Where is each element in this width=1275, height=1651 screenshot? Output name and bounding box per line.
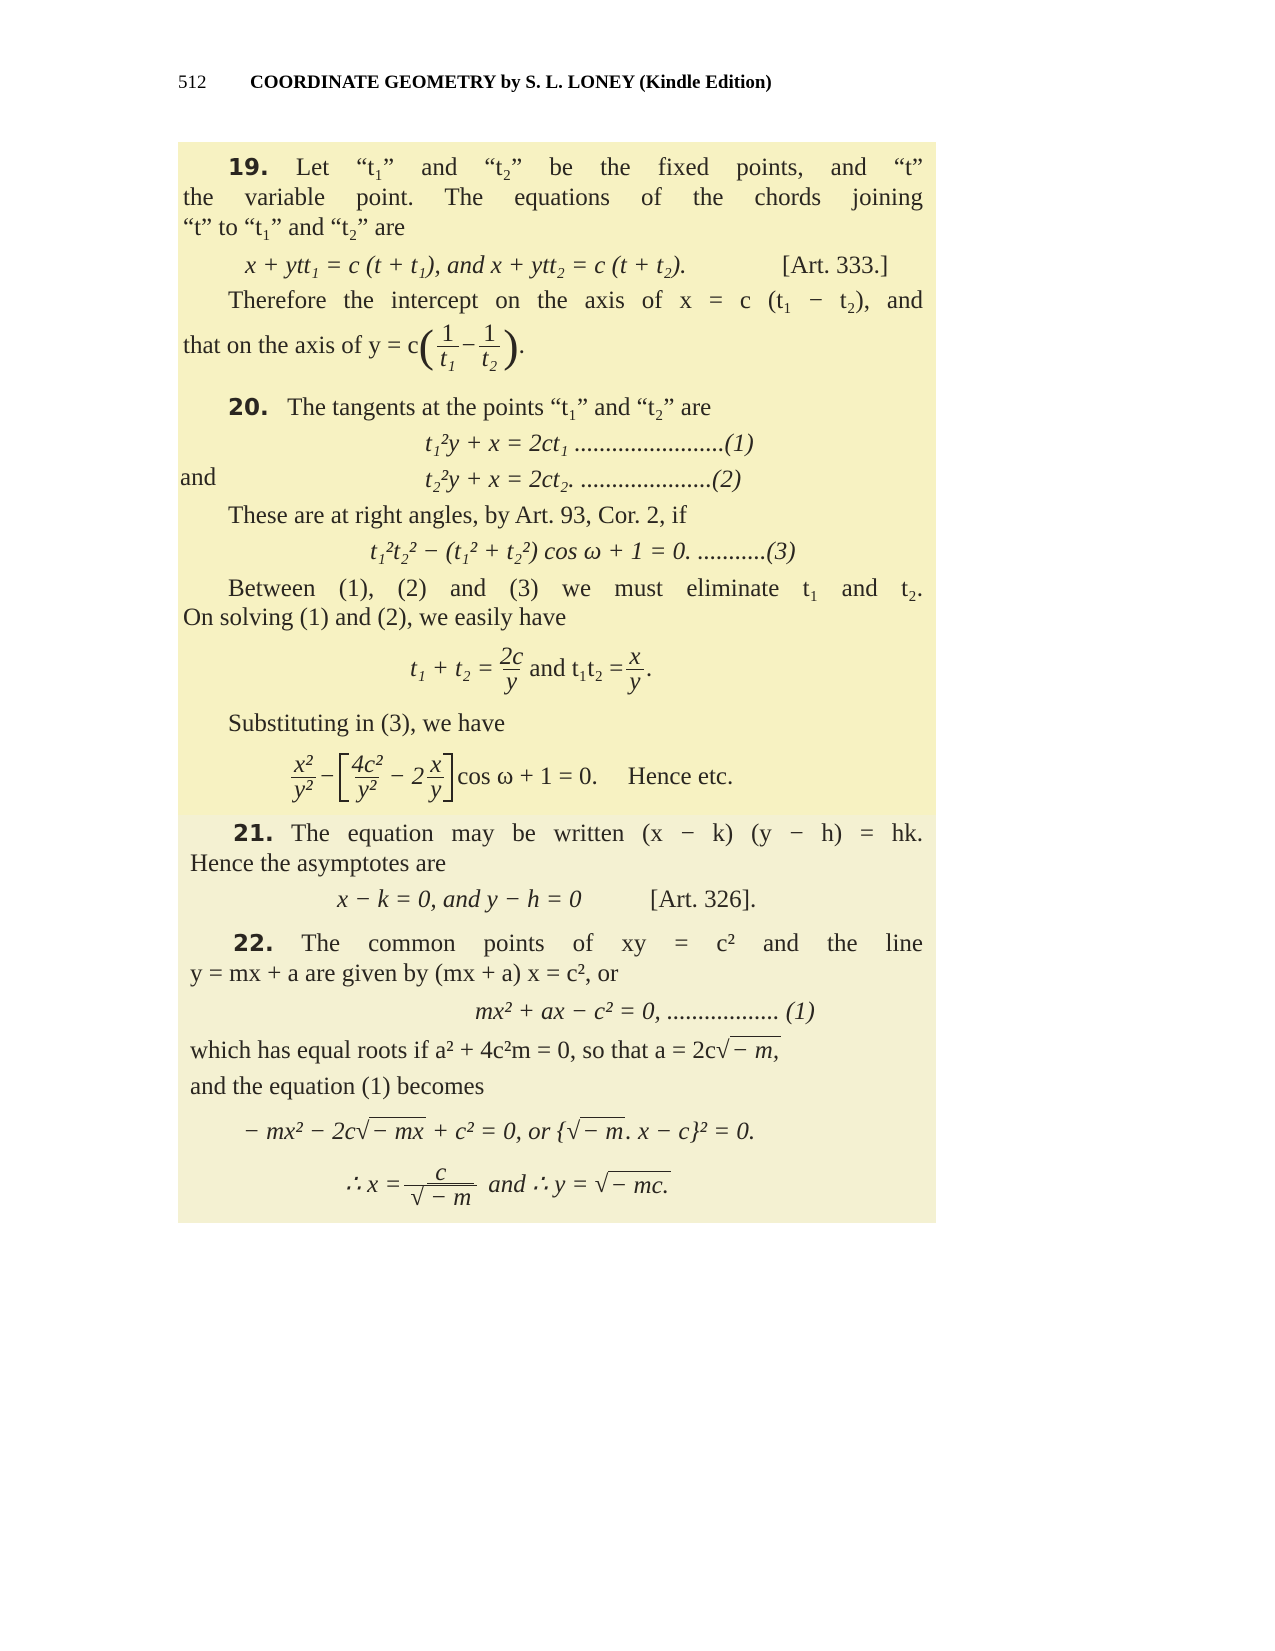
p22-line3: which has equal roots if a² + 4c²m = 0, so that a = 2c√− m, (190, 1037, 780, 1064)
p22-number: 22. (233, 931, 274, 957)
book-title: COORDINATE GEOMETRY by S. L. LONEY (Kindle Edition) (250, 72, 772, 93)
p22-eq1: mx² + ax − c² = 0, .................. (1) (475, 998, 815, 1025)
p20-line3: Between (1), (2) and (3) we must eliminate t₁ and t₂. (228, 575, 923, 602)
p22-line2: y = mx + a are given by (mx + a) x = c², or (190, 960, 619, 987)
p20-eq2: t₂²y + x = 2ct₂. .....................(2) (425, 466, 742, 493)
p20-eq4: t₁ + t₂ = $\frac{2c}{y}$ and t₁t₂ = $\frac{x}{y}$ . (410, 642, 653, 695)
p19-line3: “t” to “t₁” and “t₂” are (183, 214, 406, 241)
p22-line4: and the equation (1) becomes (190, 1073, 485, 1100)
p20-line2: These are at right angles, by Art. 93, Cor. 2, if (228, 502, 687, 529)
p20-line1: 20. The tangents at the points “t₁” and “t₂” are (228, 394, 712, 421)
p20-number: 20. (228, 395, 269, 421)
page-number: 512 (178, 72, 207, 93)
p19-line1: 19. Let “t₁” and “t₂” be the fixed points, and “t” (228, 154, 924, 181)
p19-line5: that on the axis of y = c ( $\frac{1}{\text{t₁}}$ − $\frac{1}{\text{t₂}}$ ) . (183, 319, 525, 372)
p21-line2: Hence the asymptotes are (190, 850, 447, 877)
p19-line2: the variable point. The equations of the chords joining (183, 184, 923, 211)
p20-eq1: t₁²y + x = 2ct₁ ........................(1) (425, 430, 754, 457)
p21-line1: 21. The equation may be written (x − k) (y − h) = hk. (233, 820, 923, 847)
p20-and: and (180, 464, 217, 491)
p20-eq3: t₁²t₂² − (t₁² + t₂²) cos ω + 1 = 0. ...........(3) (370, 538, 796, 565)
p19-frac-a: $\frac{1}{\text{t₁}}$ (437, 322, 459, 371)
p19-number: 19. (228, 155, 269, 181)
p21-ref1: [Art. 326]. (650, 886, 757, 913)
p20-eq5: $\frac{\text{x²}}{\text{y²}}$ − $\frac{\text{4c²}}{\text{y²}}$ − 2 $\frac{x}{y}$ cos ω + 1 = 0. Hence etc. (288, 746, 733, 808)
p21-eq1: x − k = 0, and y − h = 0 (337, 886, 582, 913)
page-header (178, 72, 772, 94)
p20-line5: Substituting in (3), we have (228, 710, 506, 737)
p19-line4: Therefore the intercept on the axis of x = c (t₁ − t₂), and (228, 287, 923, 314)
p19-frac-b: $\frac{1}{\text{t₂}}$ (479, 322, 501, 371)
p21-number: 21. (233, 821, 274, 847)
p19-ref1: [Art. 333.] (782, 252, 889, 279)
p22-eq3: ∴ x = $\frac{c}{√ - m}$ and ∴ y = √ − mc. (345, 1158, 669, 1211)
p22-eq2: − mx² − 2c√− mx + c² = 0, or {√− m. x − c}² = 0. (243, 1118, 756, 1145)
p20-line4: On solving (1) and (2), we easily have (183, 604, 567, 631)
p19-eq1: x + ytt₁ = c (t + t₁), and x + ytt₂ = c (t + t₂). (245, 252, 687, 279)
p22-line1: 22. The common points of xy = c² and the line (233, 930, 923, 957)
